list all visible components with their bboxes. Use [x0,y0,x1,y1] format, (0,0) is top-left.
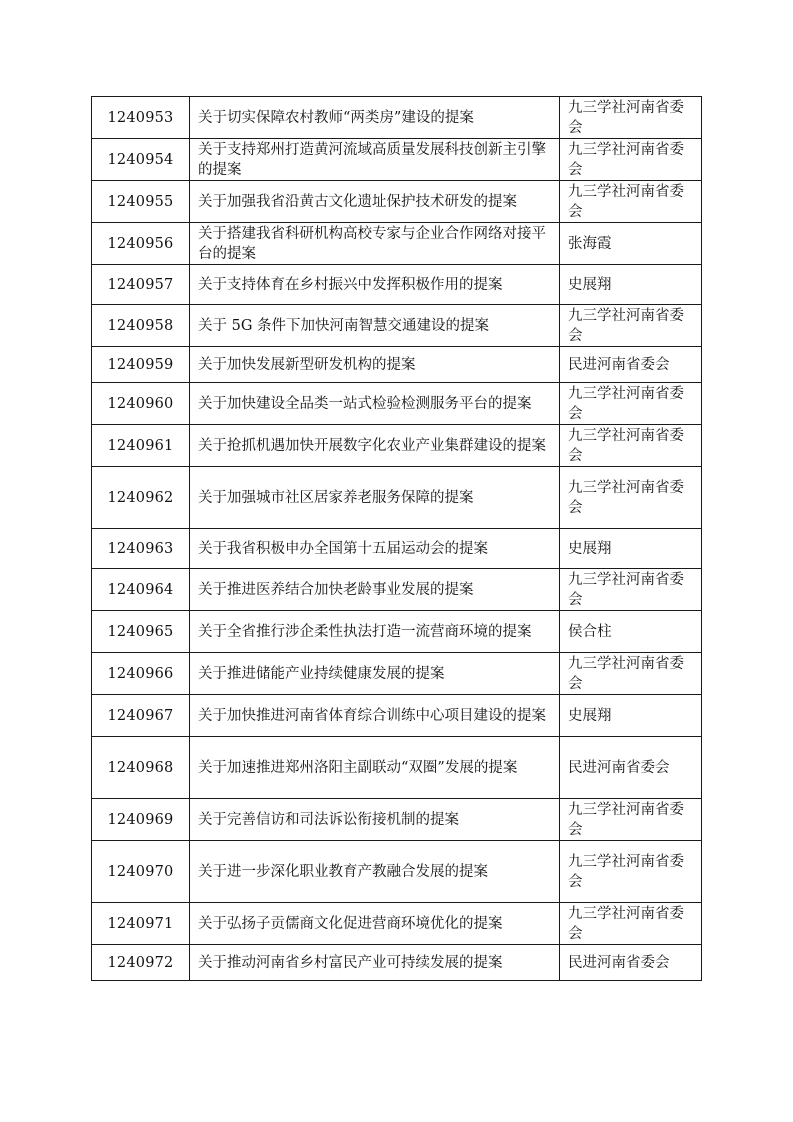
table-row [92,425,702,467]
proposal-submitter: 民进河南省委会 [560,737,702,799]
table-row [92,383,702,425]
proposal-title: 关于加快建设全品类一站式检验检测服务平台的提案 [190,383,560,425]
proposal-title: 关于推进医养结合加快老龄事业发展的提案 [190,569,560,611]
table-row [92,611,702,653]
table-row [92,347,702,383]
table-row [92,569,702,611]
proposal-number: 1240962 [92,467,190,529]
proposal-submitter: 史展翔 [560,529,702,569]
proposal-number: 1240966 [92,653,190,695]
proposal-number: 1240955 [92,181,190,223]
proposal-submitter: 张海霞 [560,223,702,265]
table-row [92,223,702,265]
proposal-title: 关于推进储能产业持续健康发展的提案 [190,653,560,695]
proposal-title: 关于加快推进河南省体育综合训练中心项目建设的提案 [190,695,560,737]
proposal-title: 关于支持郑州打造黄河流域高质量发展科技创新主引擎的提案 [190,139,560,181]
table-row [92,529,702,569]
proposal-title: 关于支持体育在乡村振兴中发挥积极作用的提案 [190,265,560,305]
table-row [92,467,702,529]
table-row [92,945,702,981]
proposal-number: 1240957 [92,265,190,305]
table-row [92,305,702,347]
proposal-title: 关于加快发展新型研发机构的提案 [190,347,560,383]
proposal-title: 关于弘扬子贡儒商文化促进营商环境优化的提案 [190,903,560,945]
proposal-submitter: 九三学社河南省委会 [560,841,702,903]
proposal-title: 关于搭建我省科研机构高校专家与企业合作网络对接平台的提案 [190,223,560,265]
proposal-number: 1240965 [92,611,190,653]
proposal-number: 1240972 [92,945,190,981]
proposal-number: 1240959 [92,347,190,383]
table-row [92,695,702,737]
table-row [92,653,702,695]
proposal-title: 关于加速推进郑州洛阳主副联动“双圈”发展的提案 [190,737,560,799]
proposal-title: 关于加强城市社区居家养老服务保障的提案 [190,467,560,529]
proposal-table [91,96,702,981]
proposal-number: 1240968 [92,737,190,799]
table-row [92,737,702,799]
proposal-title: 关于我省积极申办全国第十五届运动会的提案 [190,529,560,569]
proposal-title: 关于 5G 条件下加快河南智慧交通建设的提案 [190,305,560,347]
table-row [92,181,702,223]
proposal-submitter: 九三学社河南省委会 [560,97,702,139]
table-row [92,97,702,139]
proposal-title: 关于切实保障农村教师“两类房”建设的提案 [190,97,560,139]
proposal-submitter: 九三学社河南省委会 [560,467,702,529]
proposal-number: 1240961 [92,425,190,467]
table-row [92,903,702,945]
table-row [92,139,702,181]
proposal-submitter: 九三学社河南省委会 [560,139,702,181]
proposal-title: 关于加强我省沿黄古文化遗址保护技术研发的提案 [190,181,560,223]
proposal-number: 1240967 [92,695,190,737]
proposal-submitter: 史展翔 [560,265,702,305]
proposal-number: 1240971 [92,903,190,945]
proposal-submitter: 侯合柱 [560,611,702,653]
proposal-title: 关于全省推行涉企柔性执法打造一流营商环境的提案 [190,611,560,653]
proposal-title: 关于抢抓机遇加快开展数字化农业产业集群建设的提案 [190,425,560,467]
proposal-number: 1240954 [92,139,190,181]
proposal-number: 1240960 [92,383,190,425]
proposal-number: 1240969 [92,799,190,841]
proposal-submitter: 九三学社河南省委会 [560,903,702,945]
table-row [92,841,702,903]
proposal-title: 关于完善信访和司法诉讼衔接机制的提案 [190,799,560,841]
proposal-submitter: 九三学社河南省委会 [560,383,702,425]
proposal-submitter: 九三学社河南省委会 [560,181,702,223]
proposal-submitter: 九三学社河南省委会 [560,569,702,611]
proposal-number: 1240963 [92,529,190,569]
proposal-number: 1240964 [92,569,190,611]
proposal-number: 1240970 [92,841,190,903]
proposal-submitter: 史展翔 [560,695,702,737]
table-row [92,799,702,841]
proposal-submitter: 九三学社河南省委会 [560,799,702,841]
table-row [92,265,702,305]
proposal-submitter: 九三学社河南省委会 [560,305,702,347]
proposal-submitter: 民进河南省委会 [560,347,702,383]
proposal-submitter: 九三学社河南省委会 [560,425,702,467]
proposal-submitter: 民进河南省委会 [560,945,702,981]
proposal-submitter: 九三学社河南省委会 [560,653,702,695]
proposal-title: 关于进一步深化职业教育产教融合发展的提案 [190,841,560,903]
proposal-number: 1240958 [92,305,190,347]
proposal-number: 1240956 [92,223,190,265]
proposal-title: 关于推动河南省乡村富民产业可持续发展的提案 [190,945,560,981]
proposal-number: 1240953 [92,97,190,139]
